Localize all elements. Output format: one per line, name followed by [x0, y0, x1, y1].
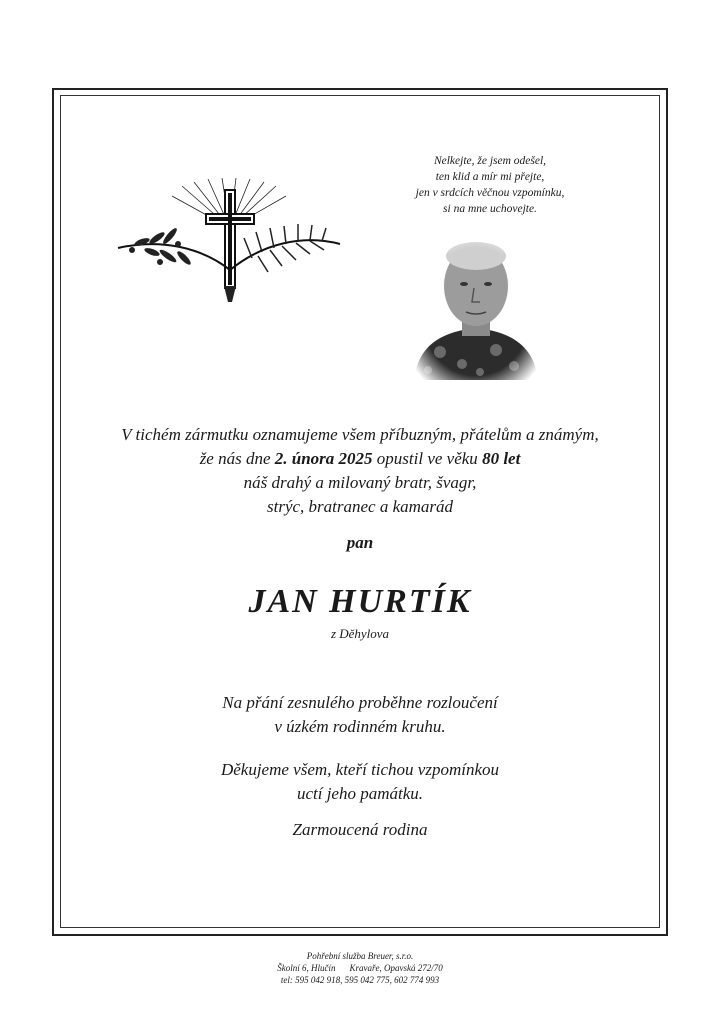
portrait-photo [410, 228, 542, 380]
footer-company: Pohřební služba Breuer, s.r.o. [306, 951, 414, 961]
farewell-notice [60, 691, 660, 739]
cross-with-palm-branch-icon [112, 178, 344, 308]
signature-text: Zarmoucená rodina [292, 820, 428, 839]
announcement-line [60, 447, 660, 471]
footer-address [200, 962, 520, 974]
announcement-line: náš drahý a milovaný bratr, švagr, [243, 473, 477, 492]
honorific: pan [346, 533, 374, 552]
footer-address-hlucin: Školní 6, Hlučín [277, 963, 336, 973]
memorial-verse [370, 153, 610, 217]
funeral-service-footer [200, 950, 520, 986]
footer-address-kravare: Kravaře, Opavská 272/70 [349, 963, 443, 973]
deceased-name: JAN HURTÍK [248, 583, 472, 620]
footer-phone: tel: 595 042 918, 595 042 775, 602 774 993 [280, 975, 440, 985]
thanks-notice [60, 758, 660, 806]
announcement-text: opustil ve věku [376, 449, 478, 468]
thanks-line: Děkujeme všem, kteří tichou vzpomínkou [220, 760, 500, 779]
verse-line: si na mne uchovejte. [443, 203, 537, 215]
announcement-line: strýc, bratranec a kamarád [266, 497, 454, 516]
verse-line: jen v srdcích věčnou vzpomínku, [415, 187, 565, 199]
death-announcement [60, 423, 660, 519]
farewell-line: v úzkém rodinném kruhu. [274, 717, 446, 736]
verse-line: Nelkejte, že jsem odešel, [433, 155, 547, 167]
verse-line: ten klid a mír mi přejte, [435, 171, 545, 183]
announcement-line: V tichém zármutku oznamujeme všem příbuzným, přátelům a známým, [121, 425, 599, 444]
announcement-text: že nás dne [199, 449, 271, 468]
date-of-death: 2. února 2025 [274, 449, 373, 468]
age-at-death: 80 let [482, 449, 521, 468]
family-signature [60, 818, 660, 842]
thanks-line: uctí jeho památku. [296, 784, 424, 803]
deceased-origin: z Děhylova [330, 626, 390, 641]
farewell-line: Na přání zesnulého proběhne rozloučení [222, 693, 498, 712]
